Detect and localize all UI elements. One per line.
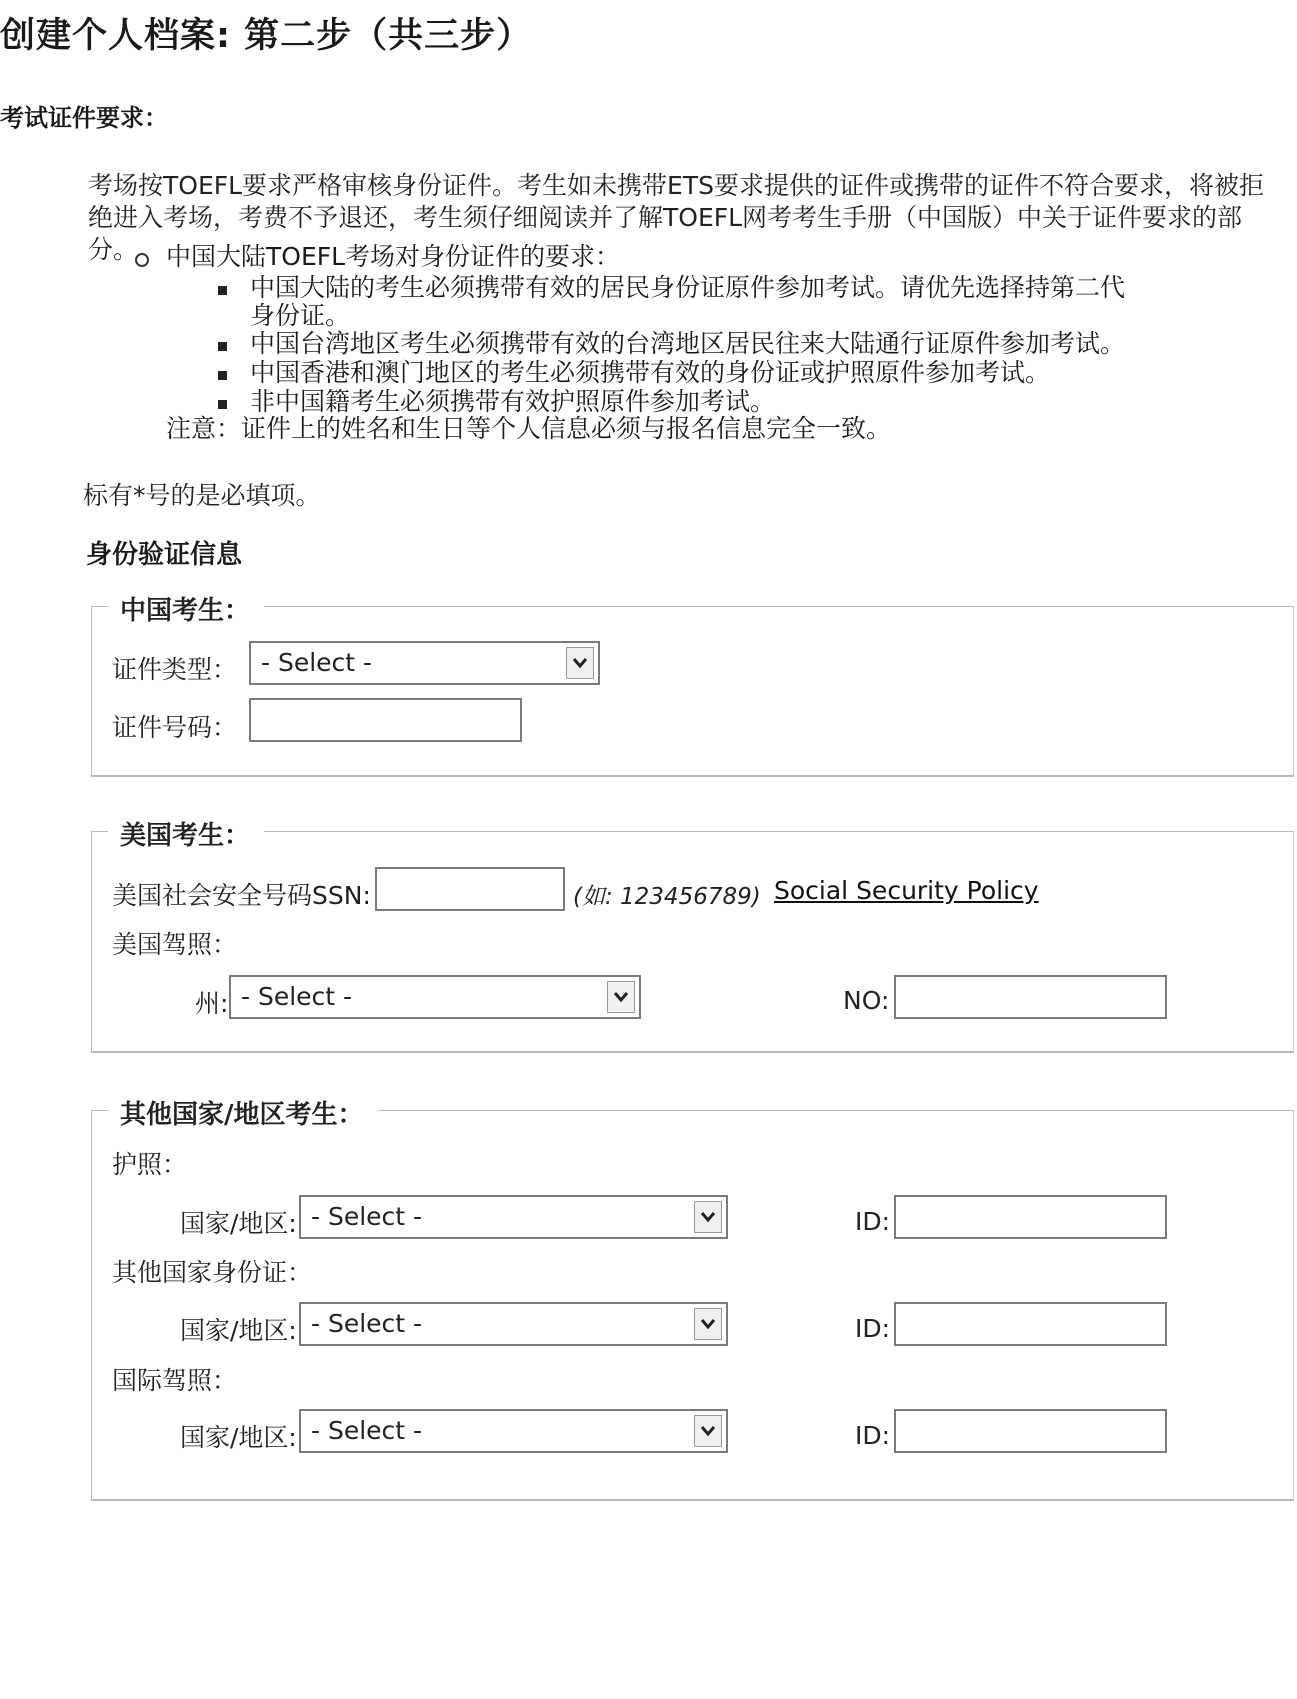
other-id-input[interactable] xyxy=(894,1302,1167,1346)
requirements-note: 注意：证件上的姓名和生日等个人信息必须与报名信息完全一致。 xyxy=(166,414,892,443)
required-fields-note: 标有*号的是必填项。 xyxy=(83,481,321,510)
circle-bullet-icon xyxy=(135,253,149,267)
intl-license-id-input[interactable] xyxy=(894,1409,1167,1453)
other-id-label: 其他国家身份证： xyxy=(112,1258,313,1287)
other-id-country-label: 国家/地区: xyxy=(180,1316,297,1345)
id-type-select[interactable] xyxy=(249,641,600,685)
passport-id-label: ID: xyxy=(855,1207,891,1236)
state-select-value: - Select - xyxy=(241,982,353,1011)
chevron-down-icon[interactable] xyxy=(694,1201,722,1233)
other-id-id-label: ID: xyxy=(855,1314,891,1343)
state-select[interactable] xyxy=(229,975,641,1019)
page-title: 创建个人档案: 第二步（共三步） xyxy=(0,16,533,56)
square-bullet-icon xyxy=(218,371,227,380)
license-no-input[interactable] xyxy=(894,975,1167,1019)
requirement-item-continued: 身份证。 xyxy=(250,301,351,330)
other-id-country-select[interactable] xyxy=(299,1302,728,1346)
square-bullet-icon xyxy=(218,286,227,295)
license-no-label: NO: xyxy=(843,986,890,1015)
china-legend: 中国考生： xyxy=(108,590,264,627)
us-license-label: 美国驾照： xyxy=(112,930,238,959)
social-security-policy-link[interactable]: Social Security Policy xyxy=(774,876,1039,905)
id-number-input[interactable] xyxy=(249,698,522,742)
other-id-country-select-value: - Select - xyxy=(311,1309,423,1338)
ssn-example: (如: 123456789) xyxy=(573,884,761,910)
id-type-select-value: - Select - xyxy=(261,648,373,677)
usa-legend: 美国考生： xyxy=(108,815,264,852)
requirement-item: 中国香港和澳门地区的考生必须携带有效的身份证或护照原件参加考试。 xyxy=(250,358,1051,387)
china-requirements-heading: 中国大陆TOEFL考场对身份证件的要求： xyxy=(166,242,621,271)
square-bullet-icon xyxy=(218,342,227,351)
square-bullet-icon xyxy=(218,400,227,409)
chevron-down-icon[interactable] xyxy=(607,981,635,1013)
intl-license-id-label: ID: xyxy=(855,1421,891,1450)
identity-section-heading: 身份验证信息 xyxy=(86,540,243,570)
requirements-heading: 考试证件要求： xyxy=(0,104,168,132)
chevron-down-icon[interactable] xyxy=(694,1308,722,1340)
chevron-down-icon[interactable] xyxy=(566,647,594,679)
passport-country-select[interactable] xyxy=(299,1195,728,1239)
requirements-intro: 考场按TOEFL要求严格审核身份证件。考生如未携带ETS要求提供的证件或携带的证件不符合要求，将被拒绝进入考场，考费不予退还，考生须仔细阅读并了解TOEFL网考考生手册（中国版）中关于证件要求的部分。 xyxy=(88,171,1264,264)
passport-label: 护照： xyxy=(112,1150,188,1179)
intl-license-label: 国际驾照： xyxy=(112,1366,238,1395)
requirement-item: 非中国籍考生必须携带有效护照原件参加考试。 xyxy=(250,387,776,416)
requirement-item: 中国大陆的考生必须携带有效的居民身份证原件参加考试。请优先选择持第二代 xyxy=(250,273,1126,302)
id-number-label: 证件号码： xyxy=(112,713,238,742)
requirement-item: 中国台湾地区考生必须携带有效的台湾地区居民往来大陆通行证原件参加考试。 xyxy=(250,329,1126,358)
id-type-label: 证件类型： xyxy=(112,655,238,684)
ssn-label: 美国社会安全号码SSN: xyxy=(112,881,371,910)
state-label: 州: xyxy=(195,989,229,1018)
china-candidate-fieldset xyxy=(91,606,1294,777)
passport-country-select-value: - Select - xyxy=(311,1202,423,1231)
passport-country-label: 国家/地区: xyxy=(180,1209,297,1238)
usa-candidate-fieldset xyxy=(91,831,1294,1053)
intl-license-country-label: 国家/地区: xyxy=(180,1423,297,1452)
ssn-input[interactable] xyxy=(375,867,565,911)
other-legend: 其他国家/地区考生： xyxy=(108,1094,378,1131)
passport-id-input[interactable] xyxy=(894,1195,1167,1239)
chevron-down-icon[interactable] xyxy=(694,1415,722,1447)
intl-license-country-select-value: - Select - xyxy=(311,1416,423,1445)
intl-license-country-select[interactable] xyxy=(299,1409,728,1453)
